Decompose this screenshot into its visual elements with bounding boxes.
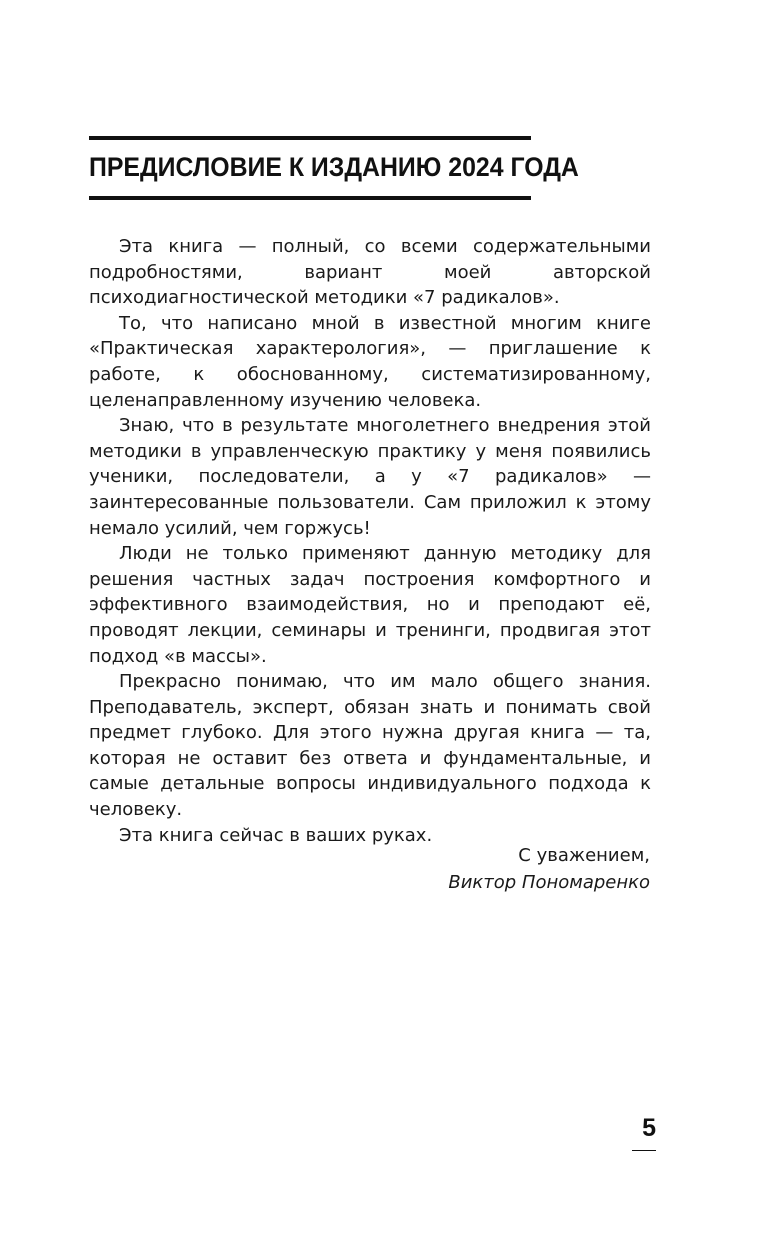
paragraph: Эта книга — полный, со всеми содержательными подробностями, вариант моей авторской психодиагностической методики «7 радикалов».: [89, 236, 651, 309]
signature-author: Виктор Пономаренко: [448, 872, 650, 893]
preface-body: [89, 234, 651, 848]
heading-bottom-rule: [89, 196, 531, 200]
paragraph: Эта книга сейчас в ваших руках.: [119, 824, 433, 846]
signature-closing: С уважением,: [518, 845, 650, 866]
paragraph: Прекрасно понимаю, что им мало общего знания. Преподаватель, эксперт, обязан знать и понимать свой предмет глубоко. Для этого нужна другая книга — та, которая не оставит без ответа и фундаментальные, и самые детальные вопросы индивидуального подхода к человеку.: [89, 671, 651, 821]
page-number: 5: [642, 1114, 656, 1142]
chapter-title: ПРЕДИСЛОВИЕ К ИЗДАНИЮ 2024 ГОДА: [89, 152, 579, 182]
signature-block: [448, 842, 650, 896]
paragraph: Люди не только применяют данную методику для решения частных задач построения комфортного и эффективного взаимодействия, но и преподают её, проводят лекции, семинары и тренинги, продвигая этот подход «в массы».: [89, 543, 651, 667]
paragraph: Знаю, что в результате многолетнего внедрения этой методики в управленческую практику у меня появились ученики, последователи, а у «7 радикалов» — заинтересованные пользователи. Сам приложил к этому немало усилий, чем горжусь!: [89, 415, 651, 539]
chapter-heading: [89, 136, 579, 200]
paragraph: То, что написано мной в известной многим книге «Практическая характерология», — приглашение к работе, к обоснованному, систематизированному, целенаправленному изучению человека.: [89, 312, 651, 411]
page-number-rule: [632, 1150, 656, 1151]
